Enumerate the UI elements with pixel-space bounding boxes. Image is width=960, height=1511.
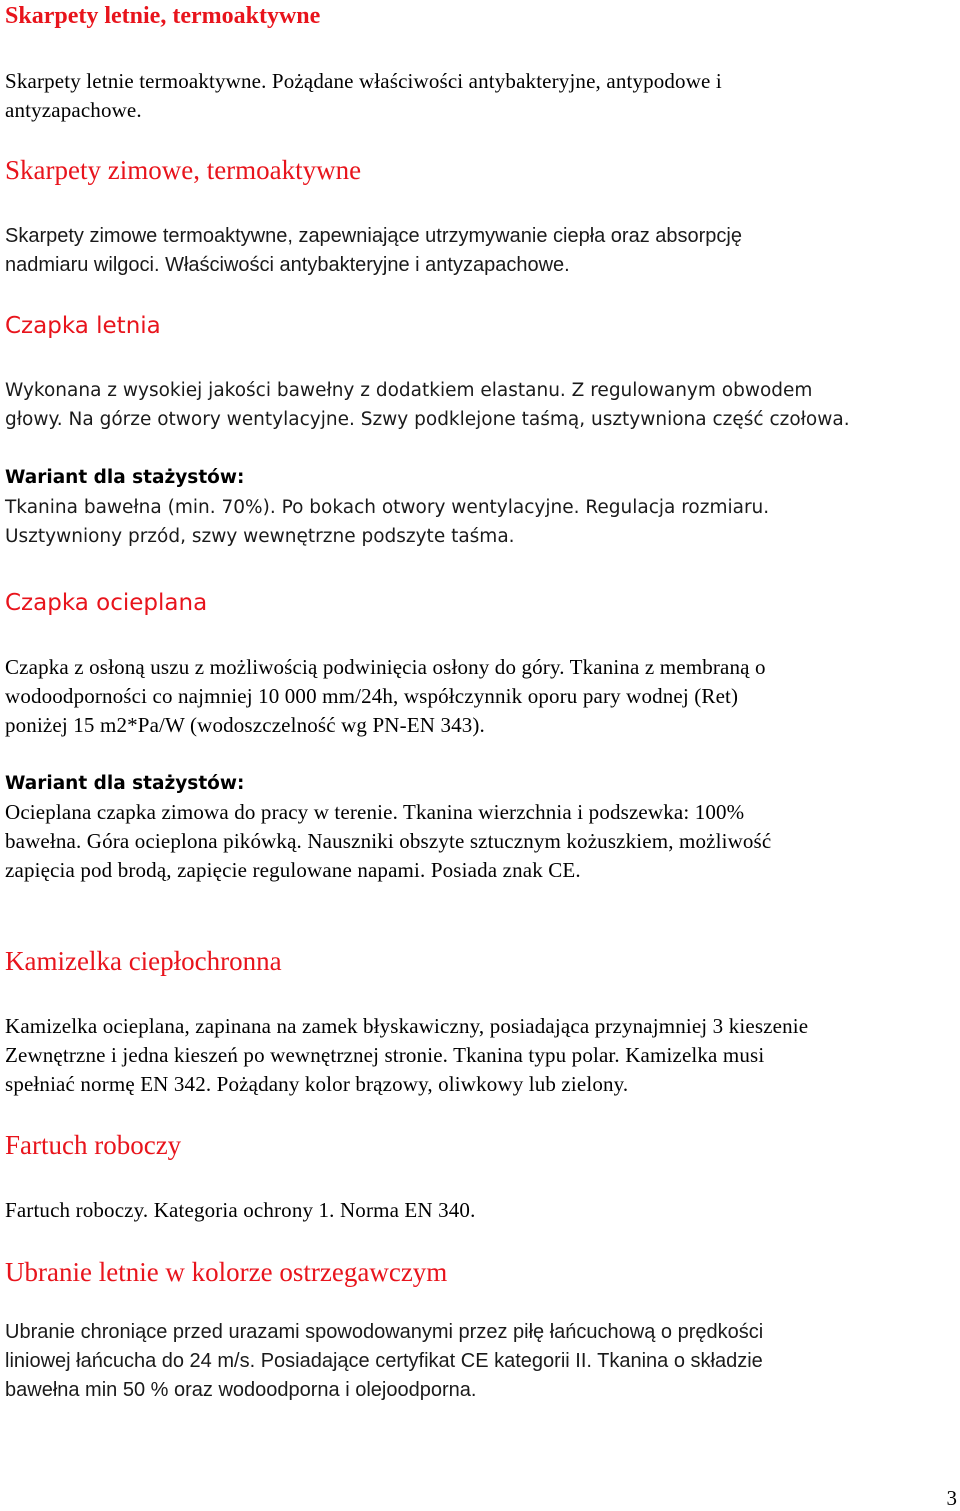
body-line: zapięcia pod brodą, zapięcie regulowane napami. Posiada znak CE. <box>5 858 581 882</box>
body-line: spełniać normę EN 342. Pożądany kolor brązowy, oliwkowy lub zielony. <box>5 1072 629 1096</box>
body-line: wodoodporności co najmniej 10 000 mm/24h, współczynnik oporu pary wodnej (Ret) <box>5 684 739 708</box>
section-heading-ubranie-letnie: Ubranie letnie w kolorze ostrzegawczym <box>5 1257 448 1287</box>
body-line: poniżej 15 m2*Pa/W (wodoszczelność wg PN-EN 343). <box>5 713 485 737</box>
section-heading-czapka-ocieplana: Czapka ocieplana <box>5 590 208 616</box>
section-body-fartuch <box>5 1196 960 1225</box>
body-line: Ocieplana czapka zimowa do pracy w terenie. Tkanina wierzchnia i podszewka: 100% <box>5 800 745 824</box>
body-line: Skarpety letnie termoaktywne. Pożądane właściwości antybakteryjne, antypodowe i <box>5 69 722 93</box>
body-line: Tkanina bawełna (min. 70%). Po bokach otwory wentylacyjne. Regulacja rozmiaru. <box>5 497 770 518</box>
variant-body-czapka-ocieplana <box>5 798 960 885</box>
body-line: Fartuch roboczy. Kategoria ochrony 1. Norma EN 340. <box>5 1198 476 1222</box>
body-line: liniowej łańcucha do 24 m/s. Posiadające certyfikat CE kategorii II. Tkanina o składzie <box>5 1350 763 1372</box>
body-line: Czapka z osłoną uszu z możliwością podwinięcia osłony do góry. Tkanina z membraną o <box>5 655 766 679</box>
body-line: nadmiaru wilgoci. Właściwości antybakteryjne i antyzapachowe. <box>5 254 570 276</box>
body-line: Wykonana z wysokiej jakości bawełny z dodatkiem elastanu. Z regulowanym obwodem <box>5 380 813 401</box>
section-body-skarpety-letnie <box>5 67 960 125</box>
section-heading-skarpety-zimowe: Skarpety zimowe, termoaktywne <box>5 155 362 185</box>
variant-label-czapka-letnia: Wariant dla stażystów: <box>5 467 245 488</box>
section-body-czapka-ocieplana <box>5 653 960 740</box>
section-heading-fartuch: Fartuch roboczy <box>5 1130 182 1160</box>
body-line: antyzapachowe. <box>5 98 142 122</box>
section-heading-kamizelka: Kamizelka ciepłochronna <box>5 946 282 976</box>
section-body-ubranie-letnie <box>5 1318 960 1405</box>
section-heading-skarpety-letnie: Skarpety letnie, termoaktywne <box>5 3 321 29</box>
body-line: Kamizelka ocieplana, zapinana na zamek błyskawiczny, posiadająca przynajmniej 3 kieszenie <box>5 1014 809 1038</box>
body-line: Ubranie chroniące przed urazami spowodowanymi przez piłę łańcuchową o prędkości <box>5 1321 764 1343</box>
variant-body-czapka-letnia <box>5 493 960 551</box>
body-line: Zewnętrzne i jedna kieszeń po wewnętrznej stronie. Tkanina typu polar. Kamizelka musi <box>5 1043 765 1067</box>
section-body-czapka-letnia <box>5 376 960 434</box>
page-number: 3 <box>946 1486 957 1510</box>
section-body-kamizelka <box>5 1012 960 1099</box>
body-line: Usztywniony przód, szwy wewnętrzne podszyte taśma. <box>5 526 515 547</box>
body-line: Skarpety zimowe termoaktywne, zapewniające utrzymywanie ciepła oraz absorpcję <box>5 225 742 247</box>
body-line: bawełna min 50 % oraz wodoodporna i olejoodporna. <box>5 1379 477 1401</box>
section-body-skarpety-zimowe <box>5 222 960 280</box>
variant-label-czapka-ocieplana: Wariant dla stażystów: <box>5 773 245 794</box>
section-heading-czapka-letnia: Czapka letnia <box>5 313 161 339</box>
body-line: głowy. Na górze otwory wentylacyjne. Szwy podklejone taśmą, usztywniona część czołowa. <box>5 409 850 430</box>
body-line: bawełna. Góra ocieplona pikówką. Nauszniki obszyte sztucznym kożuszkiem, możliwość <box>5 829 772 853</box>
